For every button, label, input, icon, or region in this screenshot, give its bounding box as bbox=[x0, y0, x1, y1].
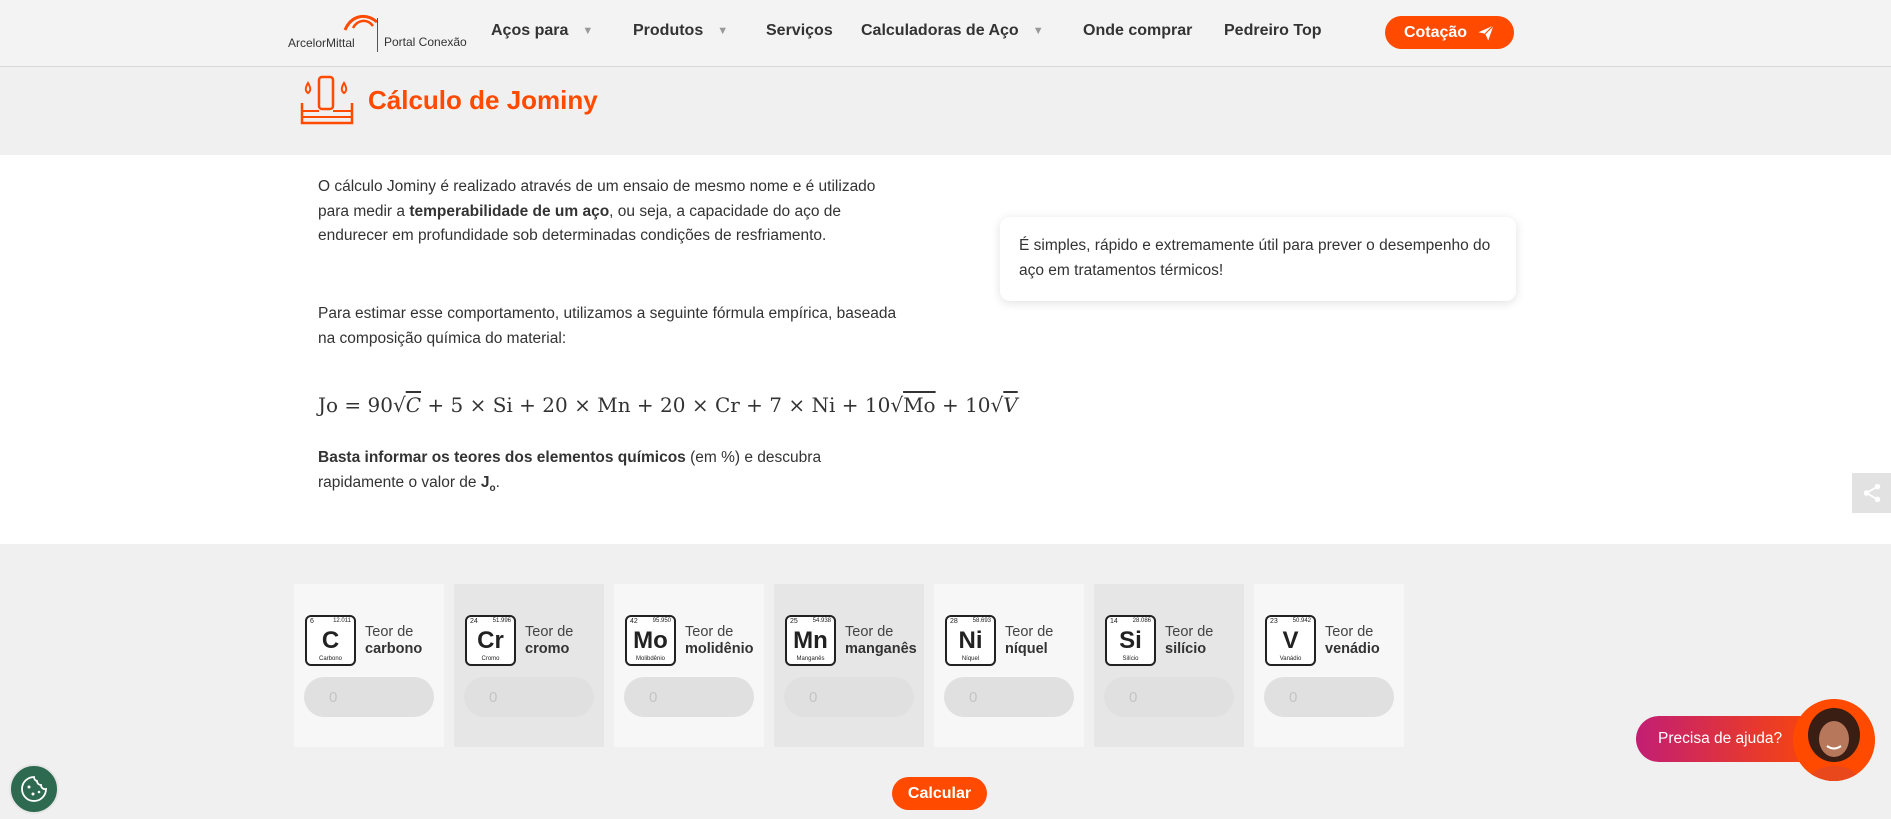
field-label-prefix: Teor de bbox=[1325, 624, 1374, 640]
element-name: Molibdênio bbox=[635, 656, 666, 662]
element-name: Níquel bbox=[961, 656, 980, 662]
element-tile-icon bbox=[1265, 615, 1316, 666]
molibdenio-input[interactable] bbox=[624, 677, 754, 717]
element-card-carbono bbox=[294, 584, 444, 747]
nav-label: Aços para bbox=[491, 22, 569, 39]
nav-label: Produtos bbox=[633, 22, 704, 39]
sqrt-c: C bbox=[405, 393, 422, 417]
formula-intro-paragraph: Para estimar esse comportamento, utilizamos a seguinte fórmula empírica, baseada na composição química do material: bbox=[318, 305, 897, 347]
niquel-input[interactable] bbox=[944, 677, 1074, 717]
element-name: Vanádio bbox=[1279, 656, 1302, 662]
field-label-prefix: Teor de bbox=[845, 624, 894, 640]
nav-acos-para[interactable] bbox=[491, 22, 593, 40]
dropdown-triangle-icon: ▼ bbox=[1032, 25, 1044, 37]
field-label-prefix: Teor de bbox=[685, 624, 734, 640]
vanadio-input[interactable] bbox=[1264, 677, 1394, 717]
atomic-number: 42 bbox=[630, 618, 638, 625]
element-symbol: C bbox=[321, 627, 340, 654]
jo-j: J bbox=[480, 473, 490, 491]
element-symbol: Mn bbox=[793, 627, 828, 654]
intro-emphasis: temperabilidade de um aço bbox=[409, 202, 610, 220]
field-label: molidênio bbox=[685, 641, 754, 657]
nav-produtos[interactable] bbox=[633, 22, 728, 40]
element-symbol: Cr bbox=[477, 627, 504, 654]
formula-mid2: + 10 bbox=[935, 393, 991, 417]
assistant-avatar-icon bbox=[1793, 699, 1875, 781]
nav-pedreiro-top[interactable] bbox=[1224, 22, 1322, 40]
element-tile-icon bbox=[945, 615, 996, 666]
intro-text: O cálculo Jominy é realizado através de um ensaio de mesmo nome e é utilizado para medir a bbox=[318, 178, 876, 220]
element-card-niquel bbox=[934, 584, 1084, 747]
sqrt-symbol: √ bbox=[890, 393, 904, 417]
element-card-silicio bbox=[1094, 584, 1244, 747]
formula-lhs: Jo = 90 bbox=[318, 393, 393, 417]
atomic-mass: 51.996 bbox=[492, 618, 511, 624]
sqrt-v: V bbox=[1003, 393, 1018, 417]
nav-onde-comprar[interactable] bbox=[1083, 22, 1192, 40]
intro-paragraph bbox=[318, 175, 898, 249]
instructions-emphasis: Basta informar os teores dos elementos químicos bbox=[318, 449, 686, 466]
carbono-input[interactable] bbox=[304, 677, 434, 717]
nav-label: Serviços bbox=[766, 22, 833, 39]
atomic-number: 25 bbox=[790, 618, 798, 625]
silicio-input[interactable] bbox=[1104, 677, 1234, 717]
atomic-mass: 58.693 bbox=[972, 618, 991, 624]
nav-label: Pedreiro Top bbox=[1224, 22, 1322, 39]
field-label: venádio bbox=[1325, 641, 1380, 657]
field-label-prefix: Teor de bbox=[1165, 624, 1214, 640]
field-label-prefix: Teor de bbox=[1005, 624, 1054, 640]
instructions-text: (em %) e descubra rapidamente o valor de bbox=[318, 449, 822, 491]
jominy-formula bbox=[318, 393, 1018, 417]
jominy-quench-icon bbox=[300, 73, 356, 127]
cookie-icon bbox=[19, 774, 49, 804]
field-label-prefix: Teor de bbox=[365, 624, 414, 640]
nav-label: Onde comprar bbox=[1083, 22, 1193, 39]
sqrt-symbol: √ bbox=[990, 393, 1004, 417]
dropdown-triangle-icon: ▼ bbox=[717, 25, 729, 37]
cotacao-button[interactable] bbox=[1385, 16, 1514, 49]
tip-card bbox=[1000, 217, 1516, 301]
element-symbol: Si bbox=[1119, 627, 1142, 654]
atomic-number: 14 bbox=[1110, 618, 1118, 625]
element-name: Cromo bbox=[481, 656, 500, 662]
cotacao-label: Cotação bbox=[1403, 23, 1468, 41]
atomic-mass: 28.086 bbox=[1132, 618, 1151, 624]
help-label: Precisa de ajuda? bbox=[1658, 730, 1783, 747]
element-card-cromo bbox=[454, 584, 604, 747]
logo-text: ArcelorMittal bbox=[288, 36, 355, 50]
element-name: Carbono bbox=[318, 656, 342, 662]
atomic-mass: 12.011 bbox=[333, 618, 351, 624]
manganes-input[interactable] bbox=[784, 677, 914, 717]
logo-divider bbox=[377, 18, 378, 52]
nav-label: Calculadoras de Aço bbox=[861, 22, 1019, 39]
atomic-mass: 54.938 bbox=[812, 618, 831, 624]
assistant-avatar[interactable] bbox=[1793, 699, 1875, 781]
calcular-button[interactable]: Calcular bbox=[892, 777, 987, 810]
field-label: silício bbox=[1165, 641, 1207, 657]
arcelormittal-logo-mark-icon bbox=[343, 10, 379, 32]
share-icon bbox=[1861, 482, 1883, 504]
element-card-molibdenio bbox=[614, 584, 764, 747]
instructions-end: . bbox=[495, 473, 500, 491]
sqrt-symbol: √ bbox=[392, 393, 406, 417]
element-card-vanadio bbox=[1254, 584, 1404, 747]
atomic-number: 6 bbox=[310, 618, 314, 625]
atomic-mass: 50.942 bbox=[1292, 618, 1311, 624]
jo-sub: o bbox=[489, 482, 496, 494]
formula-mid: + 5 × Si + 20 × Mn + 20 × Cr + 7 × Ni + 10 bbox=[421, 393, 891, 417]
element-tile-icon bbox=[305, 615, 356, 666]
element-tile-icon bbox=[785, 615, 836, 666]
page-title: Cálculo de Jominy bbox=[368, 85, 598, 115]
dropdown-triangle-icon: ▼ bbox=[582, 25, 594, 37]
element-symbol: Mo bbox=[633, 627, 668, 654]
paper-plane-icon bbox=[1477, 24, 1495, 42]
field-label-prefix: Teor de bbox=[525, 624, 574, 640]
element-name: Manganês bbox=[796, 656, 825, 662]
share-button[interactable] bbox=[1852, 473, 1891, 513]
element-name: Silício bbox=[1122, 656, 1139, 662]
arcelormittal-logo[interactable] bbox=[288, 10, 478, 56]
element-tile-icon bbox=[465, 615, 516, 666]
element-symbol: Ni bbox=[958, 627, 983, 654]
element-card-manganes bbox=[774, 584, 924, 747]
field-label: níquel bbox=[1005, 641, 1048, 657]
atomic-number: 28 bbox=[950, 618, 958, 625]
portal-name: Portal Conexão bbox=[384, 35, 467, 49]
field-label: manganês bbox=[845, 641, 917, 657]
instructions-paragraph bbox=[318, 446, 878, 501]
element-tile-icon bbox=[625, 615, 676, 666]
nav-servicos[interactable] bbox=[766, 22, 833, 40]
tip-text: É simples, rápido e extremamente útil para prever o desempenho do aço em tratamentos térmicos! bbox=[1019, 237, 1491, 279]
atomic-mass: 95.950 bbox=[652, 618, 671, 624]
cromo-input[interactable] bbox=[464, 677, 594, 717]
field-label: cromo bbox=[525, 641, 570, 657]
field-label: carbono bbox=[365, 641, 423, 657]
element-symbol: V bbox=[1282, 627, 1299, 654]
cookie-settings-button[interactable] bbox=[9, 764, 59, 814]
atomic-number: 24 bbox=[470, 618, 478, 625]
element-tile-icon bbox=[1105, 615, 1156, 666]
top-navigation-bar bbox=[0, 0, 1891, 67]
jo-symbol bbox=[480, 473, 496, 494]
atomic-number: 23 bbox=[1270, 618, 1278, 625]
intro-text-cont: , ou seja, a capacidade do aço de endurecer em profundidade sob determinadas condições de resfriamento. bbox=[318, 202, 841, 244]
sqrt-mo: Mo bbox=[903, 393, 936, 417]
nav-calculadoras[interactable] bbox=[861, 22, 1044, 40]
title-band bbox=[0, 67, 1891, 155]
